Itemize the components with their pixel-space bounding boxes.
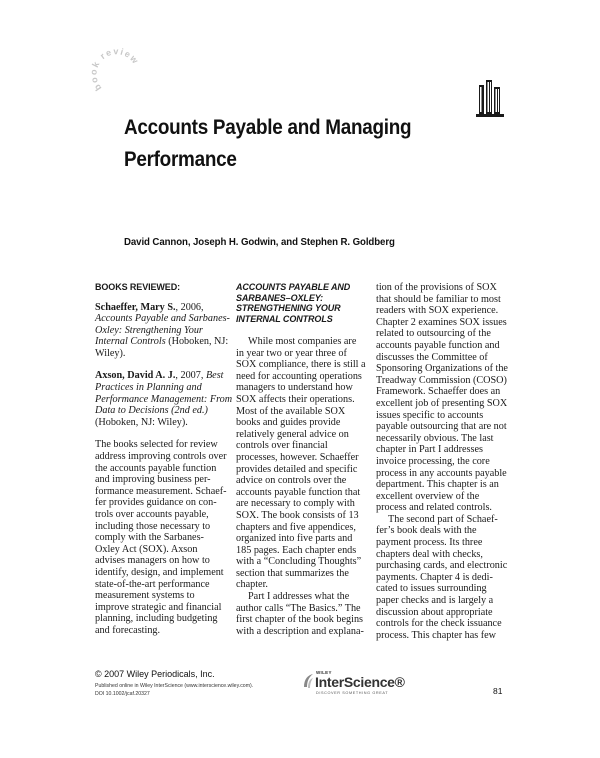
col2-body-line: processes, however. Schaeffer	[236, 451, 359, 463]
page-number: 81	[493, 686, 503, 696]
col3-paragraph-2	[376, 514, 508, 642]
col2-body-line: accounts payable function that	[236, 486, 361, 498]
col3-body-line: paper checks and is largely a	[376, 595, 494, 607]
interscience-swoosh-icon	[302, 673, 314, 689]
col3-body-line: that should be familiar to most	[376, 293, 501, 305]
col3-body-line: cated to issues surrounding	[376, 583, 487, 595]
title-line-1: Accounts Payable and Managing	[124, 116, 412, 139]
col2-body-line: in year two or year three of	[236, 347, 347, 359]
col2-paragraph-2	[236, 591, 368, 637]
col3-body-line: Treadway Commission (COSO)	[376, 374, 507, 386]
col3-body-line: accounts payable function and	[376, 339, 500, 351]
col3-body-line: excellent job of presenting SOX	[376, 397, 508, 409]
col2-body-line: SOX affects their operations.	[236, 393, 355, 405]
col3-body-line: discusses the Committee of	[376, 351, 488, 363]
book1-title-line-1: Accounts Payable and Sarbanes-	[95, 313, 230, 325]
book2-title-line-2: Practices in Planning and	[95, 382, 202, 394]
col1-body-line: address improving controls over	[95, 451, 227, 463]
col3-body-line: payable outsourcing that are not	[376, 421, 507, 433]
section-heading-line: STRENGTHENING YOUR	[236, 303, 341, 313]
book-citation-2	[95, 370, 233, 428]
col2-body-line: chapter.	[236, 579, 268, 591]
col3-body-line: excellent overview of the	[376, 490, 480, 502]
col3-body-line: chapters deal with checks,	[376, 548, 483, 560]
col3-body-line: necessarily obvious. The last	[376, 432, 494, 444]
col2-body-line: Most of the available SOX	[236, 405, 346, 417]
col2-body-line: Part I addresses what the	[248, 591, 350, 603]
col3-body-line: process in any accounts payable	[376, 467, 507, 479]
col2-body-line: controls over financial	[236, 440, 328, 452]
section-heading-line: INTERNAL CONTROLS	[236, 313, 333, 324]
book1-publisher-end: Wiley).	[95, 347, 126, 359]
col2-body-line: SOX. The book consists of 13	[236, 509, 359, 521]
col2-paragraph-1	[236, 336, 368, 591]
col1-body-line: improve strategic and financial	[95, 601, 222, 613]
book1-year: , 2006,	[175, 301, 204, 313]
col2-body-line: managers to understand how	[236, 382, 353, 394]
col3-paragraph-1	[376, 282, 508, 514]
col1-body-line: state-of-the-art performance	[95, 578, 210, 590]
col3-body-line: process. This chapter has few	[376, 629, 497, 641]
book2-year: , 2007,	[175, 370, 206, 382]
col2-body-line: books and guides provide	[236, 417, 341, 429]
col1-body-line: the accounts payable function	[95, 462, 217, 474]
col1-body-line: fer provides guidance on con-	[95, 497, 217, 509]
book-citation-1	[95, 301, 230, 360]
article-title	[124, 112, 484, 176]
col2-body-line: author calls “The Basics.” The	[236, 602, 361, 614]
col3-body-line: discussion about appropriate	[376, 606, 493, 618]
col3-body-line: Chapter 2 examines SOX issues	[376, 316, 507, 328]
col2-body-line: While most companies are	[248, 336, 357, 347]
col1-body-line: trols over accounts payable,	[95, 509, 209, 520]
book2-title-line-3: Performance Management: From	[95, 393, 233, 405]
col1-body-line: and forecasting.	[95, 624, 161, 636]
col3-body-line: fer’s book deals with the	[376, 525, 477, 537]
column-review-body-2	[376, 282, 508, 641]
book2-publisher: (Hoboken, NJ: Wiley).	[95, 416, 188, 428]
logo-interscience-text: InterScience®	[315, 674, 405, 690]
col2-body-line: chapters and five appendices,	[236, 521, 356, 533]
col2-body-line: SOX compliance, there is still a	[236, 359, 366, 371]
col1-body-line: The books selected for review	[95, 439, 218, 451]
published-online-note: Published online in Wiley InterScience (www.interscience.wiley.com).	[95, 683, 254, 689]
book2-title-line-1: Best	[205, 370, 224, 382]
section-heading-line: SARBANES–OXLEY:	[236, 292, 324, 303]
stamp-text: book review	[88, 46, 142, 93]
svg-text:book review	[88, 46, 141, 92]
section-heading-line: ACCOUNTS PAYABLE AND	[236, 282, 351, 292]
logo-tagline: DISCOVER SOMETHING GREAT	[316, 691, 389, 695]
col2-body-line: organized into five parts and	[236, 533, 353, 545]
col3-body-line: chapter in Part I addresses	[376, 444, 483, 456]
col2-body-line: relatively general advice on	[236, 428, 349, 440]
wiley-interscience-logo	[302, 670, 405, 698]
section-heading	[236, 282, 368, 324]
logo-wiley-text: WILEY	[316, 670, 332, 675]
book2-author: Axson, David A. J.	[95, 370, 176, 382]
col2-body-line: section that summarizes the	[236, 567, 349, 579]
col2-body-line: need for accounting operations	[236, 370, 362, 382]
books-reviewed-heading: BOOKS REVIEWED:	[95, 282, 181, 292]
col3-body-line: department. This chapter is an	[376, 479, 499, 491]
col3-body-line: process and related controls.	[376, 502, 492, 514]
copyright-notice: © 2007 Wiley Periodicals, Inc.	[95, 669, 215, 679]
col3-body-line: related to outsourcing of the	[376, 328, 491, 340]
book1-title-line-3: Internal Controls	[95, 336, 166, 348]
col3-body-line: controls for the check issuance	[376, 618, 502, 630]
col3-body-line: purchasing cards, and electronic	[376, 560, 508, 572]
col3-body-line: Sponsoring Organizations of the	[376, 363, 508, 375]
col3-body-line: payment process. Its three	[376, 537, 483, 549]
col2-body-line: with a description and explana-	[236, 625, 364, 637]
col1-body-line: identify, design, and implement	[95, 566, 224, 578]
title-line-2: Performance	[124, 148, 237, 171]
column-books-reviewed	[95, 282, 233, 637]
col2-body-line: with a “Concluding Thoughts”	[236, 556, 362, 568]
col2-body-line: advice on controls over the	[236, 475, 347, 487]
col1-body-line: advises managers on how to	[95, 555, 210, 567]
col1-body-line: formance measurement. Schaef-	[95, 485, 227, 497]
doi-note: DOI 10.1002/jcaf.20327	[95, 691, 150, 697]
col1-body-line: Oxley Act (SOX). Axson	[95, 543, 198, 555]
col1-body-line: including those necessary to	[95, 520, 211, 532]
col3-body-line: issues specific to accounts	[376, 409, 484, 421]
col3-body-line: The second part of Schaef-	[388, 513, 498, 525]
col3-body-line: payments. Chapter 4 is dedi-	[376, 571, 493, 583]
col1-body-line: comply with the Sarbanes-	[95, 532, 204, 544]
book1-publisher: (Hoboken, NJ:	[165, 336, 229, 348]
col3-body-line: tion of the provisions of SOX	[376, 282, 497, 293]
col3-body-line: Framework. Schaeffer does an	[376, 386, 501, 398]
col1-body-line: measurement systems to	[95, 590, 195, 602]
book-review-stamp-icon	[86, 44, 146, 104]
col1-body	[95, 439, 225, 636]
article-authors: David Cannon, Joseph H. Godwin, and Stephen R. Goldberg	[124, 236, 395, 248]
col1-body-line: planning, including budgeting	[95, 613, 218, 625]
col2-body-line: are necessary to comply with	[236, 498, 355, 510]
col2-body-line: 185 pages. Each chapter ends	[236, 544, 357, 556]
col1-body-line: and improving business per-	[95, 474, 211, 486]
book2-title-line-4: Data to Decisions (2nd ed.)	[95, 405, 208, 417]
book1-title-line-2: Oxley: Strengthening Your	[95, 324, 203, 336]
column-review-body-1	[236, 282, 368, 637]
col2-body-line: provides detailed and specific	[236, 463, 358, 475]
col2-body-line: first chapter of the book begins	[236, 614, 364, 626]
book1-author: Schaeffer, Mary S.	[95, 301, 176, 313]
col3-body-line: invoice processing, the core	[376, 455, 490, 467]
col3-body-line: readers with SOX experience.	[376, 305, 499, 317]
